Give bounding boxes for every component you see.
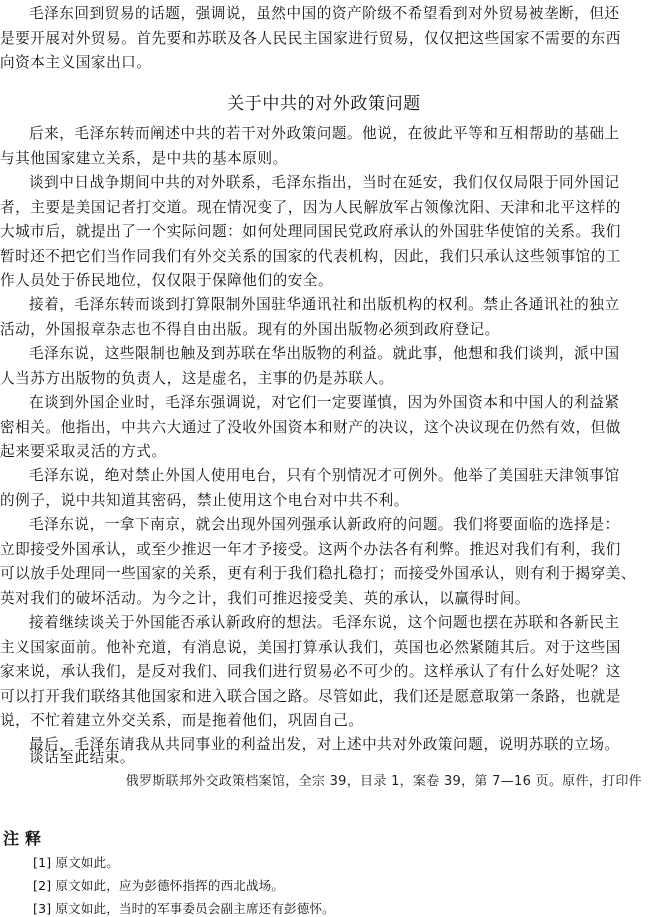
paragraph: [0, 122, 648, 171]
text-line: 接着，毛泽东转而谈到打算限制外国驻华通讯社和出版机构的权利。禁止各通讯社的独立: [29, 296, 620, 313]
paragraph: [0, 171, 648, 294]
paragraph: [0, 293, 648, 342]
paragraph: [0, 746, 648, 771]
footnote: [1] 原文如此。: [33, 855, 119, 870]
text-line: 是要开展对外贸易。首先要和苏联及各人民民主国家进行贸易，仅仅把这些国家不需要的东西: [0, 29, 621, 47]
text-line: 活动，外国报章杂志也不得自由出版。现有的外国出版物必须到政府登记。: [0, 320, 500, 338]
text-line: 人当苏方出版物的负责人，这是虚名，主事的仍是苏联人。: [0, 369, 394, 387]
text-line: 者，主要是美国记者打交道。现在情况变了，因为人民解放军占领像沈阳、天津和北平这样的: [0, 198, 621, 216]
text-line: 毛泽东说，这些限制也触及到苏联在华出版物的利益。就此事，他想和我们谈判，派中国: [29, 345, 620, 362]
text-line: 可以放手处理同一些国家的关系，更有利于我们稳扎稳打；而接受外国承认，则有利于揭穿美、: [0, 565, 637, 582]
text-line: 可以打开我们联络其他国家和进入联合国之路。尽管如此，我们还是愿意取第一条路，也就是: [0, 687, 621, 705]
text-line: 家来说，承认我们，是反对我们、同我们进行贸易必不可少的。这样承认了有什么好处呢？这: [0, 663, 621, 680]
text-line: 毛泽东说，绝对禁止外国人使用电台，只有个别情况才可例外。他举了美国驻天津领事馆: [29, 467, 620, 484]
text-line: 接着继续谈关于外国能否承认新政府的想法。毛泽东说，这个问题也摆在苏联和各新民主: [29, 614, 620, 631]
paragraph: [0, 391, 648, 465]
text-line: 后来，毛泽东转而阐述中共的若干对外政策问题。他说，在彼此平等和互相帮助的基础上: [29, 125, 620, 142]
text-line: 谈话至此结束。: [29, 749, 136, 766]
text-line: 起来要采取灵活的方式。: [0, 443, 167, 460]
text-line: 主义国家面前。他补充道，有消息说，美国打算承认我们，英国也必然紧随其后。对于这些国: [0, 638, 621, 656]
paragraph: [0, 611, 648, 734]
text-line: 最后，毛泽东请我从共同事业的利益出发，对上述中共对外政策问题，说明苏联的立场。: [29, 736, 620, 753]
text-line: 毛泽东说，一拿下南京，就会出现外国列强承认新政府的问题。我们将要面临的选择是：: [29, 516, 620, 533]
text-line: 与其他国家建立关系，是中共的基本原则。: [0, 149, 288, 167]
paragraph: [0, 513, 648, 611]
text-line: 暂时还不把它们当作同我们有外交关系的国家的代表机构，因此，我们只承认这些领事馆的工: [0, 247, 621, 265]
text-line: 谈到中日战争期间中共的对外联系，毛泽东指出，当时在延安，我们仅仅局限于同外国记: [29, 174, 620, 191]
text-line: 立即接受外国承认，或至少推迟一年才予接受。这两个办法各有利弊。推迟对我们有利，我们: [0, 540, 621, 558]
text-line: 大城市后，就提出了一个实际问题：如何处理同国民党政府承认的外国驻华使馆的关系。我们: [0, 223, 621, 240]
text-line: 的例子，说中共知道其密码，禁止使用这个电台对中共不利。: [0, 491, 409, 509]
paragraph: [0, 342, 648, 391]
section-title: 关于中共的对外政策问题: [227, 94, 421, 114]
text-line: 作人员处于侨民地位，仅仅限于保障他们的安全。: [0, 272, 334, 289]
paragraph: [0, 464, 648, 513]
text-line: 说，不忙着建立外交关系，而是拖着他们，巩固自己。: [0, 712, 364, 729]
notes-heading: 注释: [3, 829, 48, 848]
footnote: [3] 原文如此，当时的军事委员会副主席还有彭德怀。: [33, 901, 335, 916]
footnote: [2] 原文如此，应为彭德怀指挥的西北战场。: [33, 878, 285, 893]
text-line: 在谈到外国企业时，毛泽东强调说，对它们一定要谨慎，因为外国资本和中国人的利益紧: [29, 394, 620, 411]
text-line: 向资本主义国家出口。: [0, 54, 152, 71]
archive-source-citation: 俄罗斯联邦外交政策档案馆，全宗 39，目录 1，案卷 39，第 7—16 页。原件，打印件: [125, 774, 642, 789]
intro-paragraph: [0, 2, 648, 76]
text-line: 英对我们的破坏活动。为今之计，我们可推迟接受美、英的承认，以赢得时间。: [0, 589, 531, 607]
text-line: 密相关。他指出，中共六大通过了没收外国资本和财产的决议，这个决议现在仍然有效，但做: [0, 418, 621, 436]
text-line: 毛泽东回到贸易的话题，强调说，虽然中国的资产阶级不希望看到对外贸易被垄断，但还: [29, 5, 620, 22]
